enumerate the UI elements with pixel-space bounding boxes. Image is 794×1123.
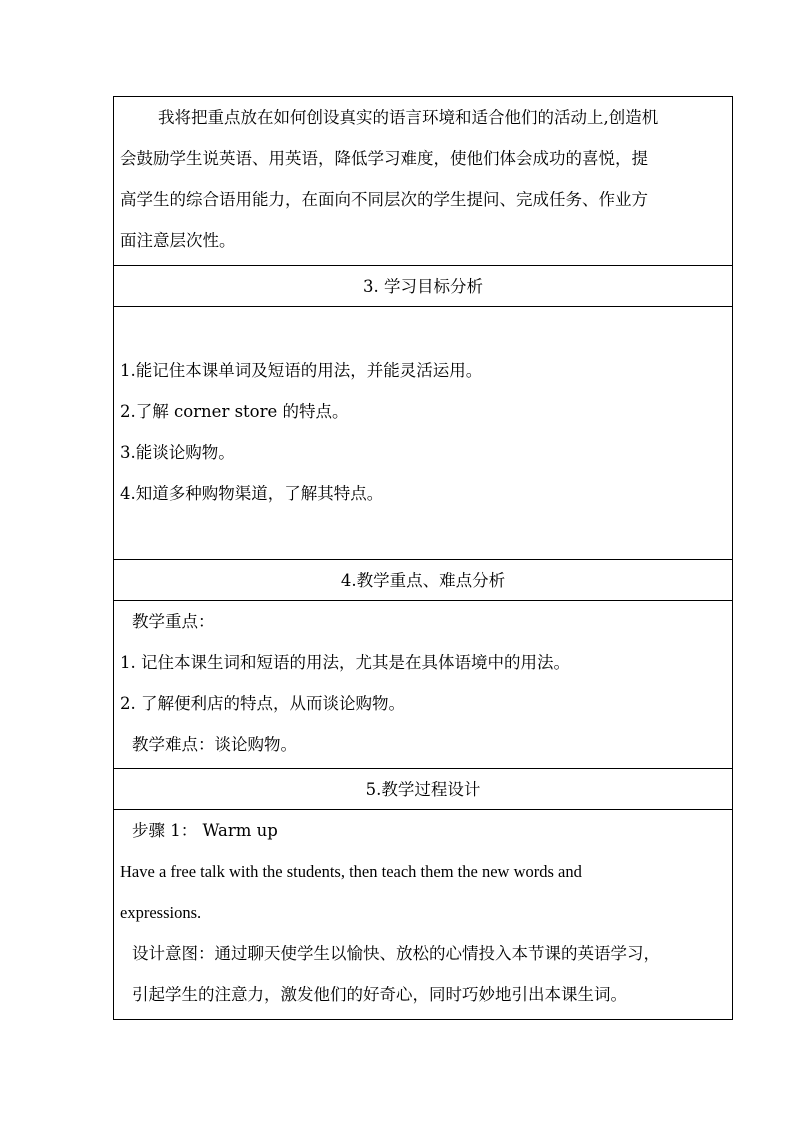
intro-line: 我将把重点放在如何创设真实的语言环境和适合他们的活动上,创造机	[158, 108, 659, 127]
section-5-header: 5.教学过程设计	[114, 768, 732, 809]
intro-line: 高学生的综合语用能力，在面向不同层次的学生提问、完成任务、作业方	[120, 190, 648, 209]
section-4-header: 4.教学重点、难点分析	[114, 559, 732, 600]
intro-line: 面注意层次性。	[120, 231, 236, 250]
teaching-process-cell	[114, 809, 732, 1019]
key-point-item: 2. 了解便利店的特点，从而谈论购物。	[120, 694, 405, 713]
difficulty-text: 教学难点：谈论购物。	[132, 735, 297, 754]
key-point-item: 1. 记住本课生词和短语的用法，尤其是在具体语境中的用法。	[120, 653, 570, 672]
design-intent-text: 引起学生的注意力，激发他们的好奇心，同时巧妙地引出本课生词。	[132, 985, 627, 1004]
learning-goals-cell	[114, 306, 732, 559]
step-label: 步骤 1： Warm up	[132, 821, 278, 840]
section-3-header: 3. 学习目标分析	[114, 265, 732, 306]
key-points-label: 教学重点：	[132, 612, 215, 631]
design-intent-text: 设计意图：通过聊天使学生以愉快、放松的心情投入本节课的英语学习，	[132, 944, 660, 963]
intro-cell	[114, 97, 732, 265]
activity-text: Have a free talk with the students, then teach them the new words and	[120, 862, 582, 881]
key-points-cell	[114, 600, 732, 768]
lesson-plan-table	[113, 96, 733, 1020]
goal-item: 1.能记住本课单词及短语的用法，并能灵活运用。	[120, 361, 483, 380]
goal-item: 2.了解 corner store 的特点。	[120, 402, 349, 421]
activity-text: expressions.	[120, 903, 202, 922]
goal-item: 4.知道多种购物渠道，了解其特点。	[120, 484, 384, 503]
goal-item: 3.能谈论购物。	[120, 443, 235, 462]
intro-line: 会鼓励学生说英语、用英语，降低学习难度，使他们体会成功的喜悦，提	[120, 149, 648, 168]
